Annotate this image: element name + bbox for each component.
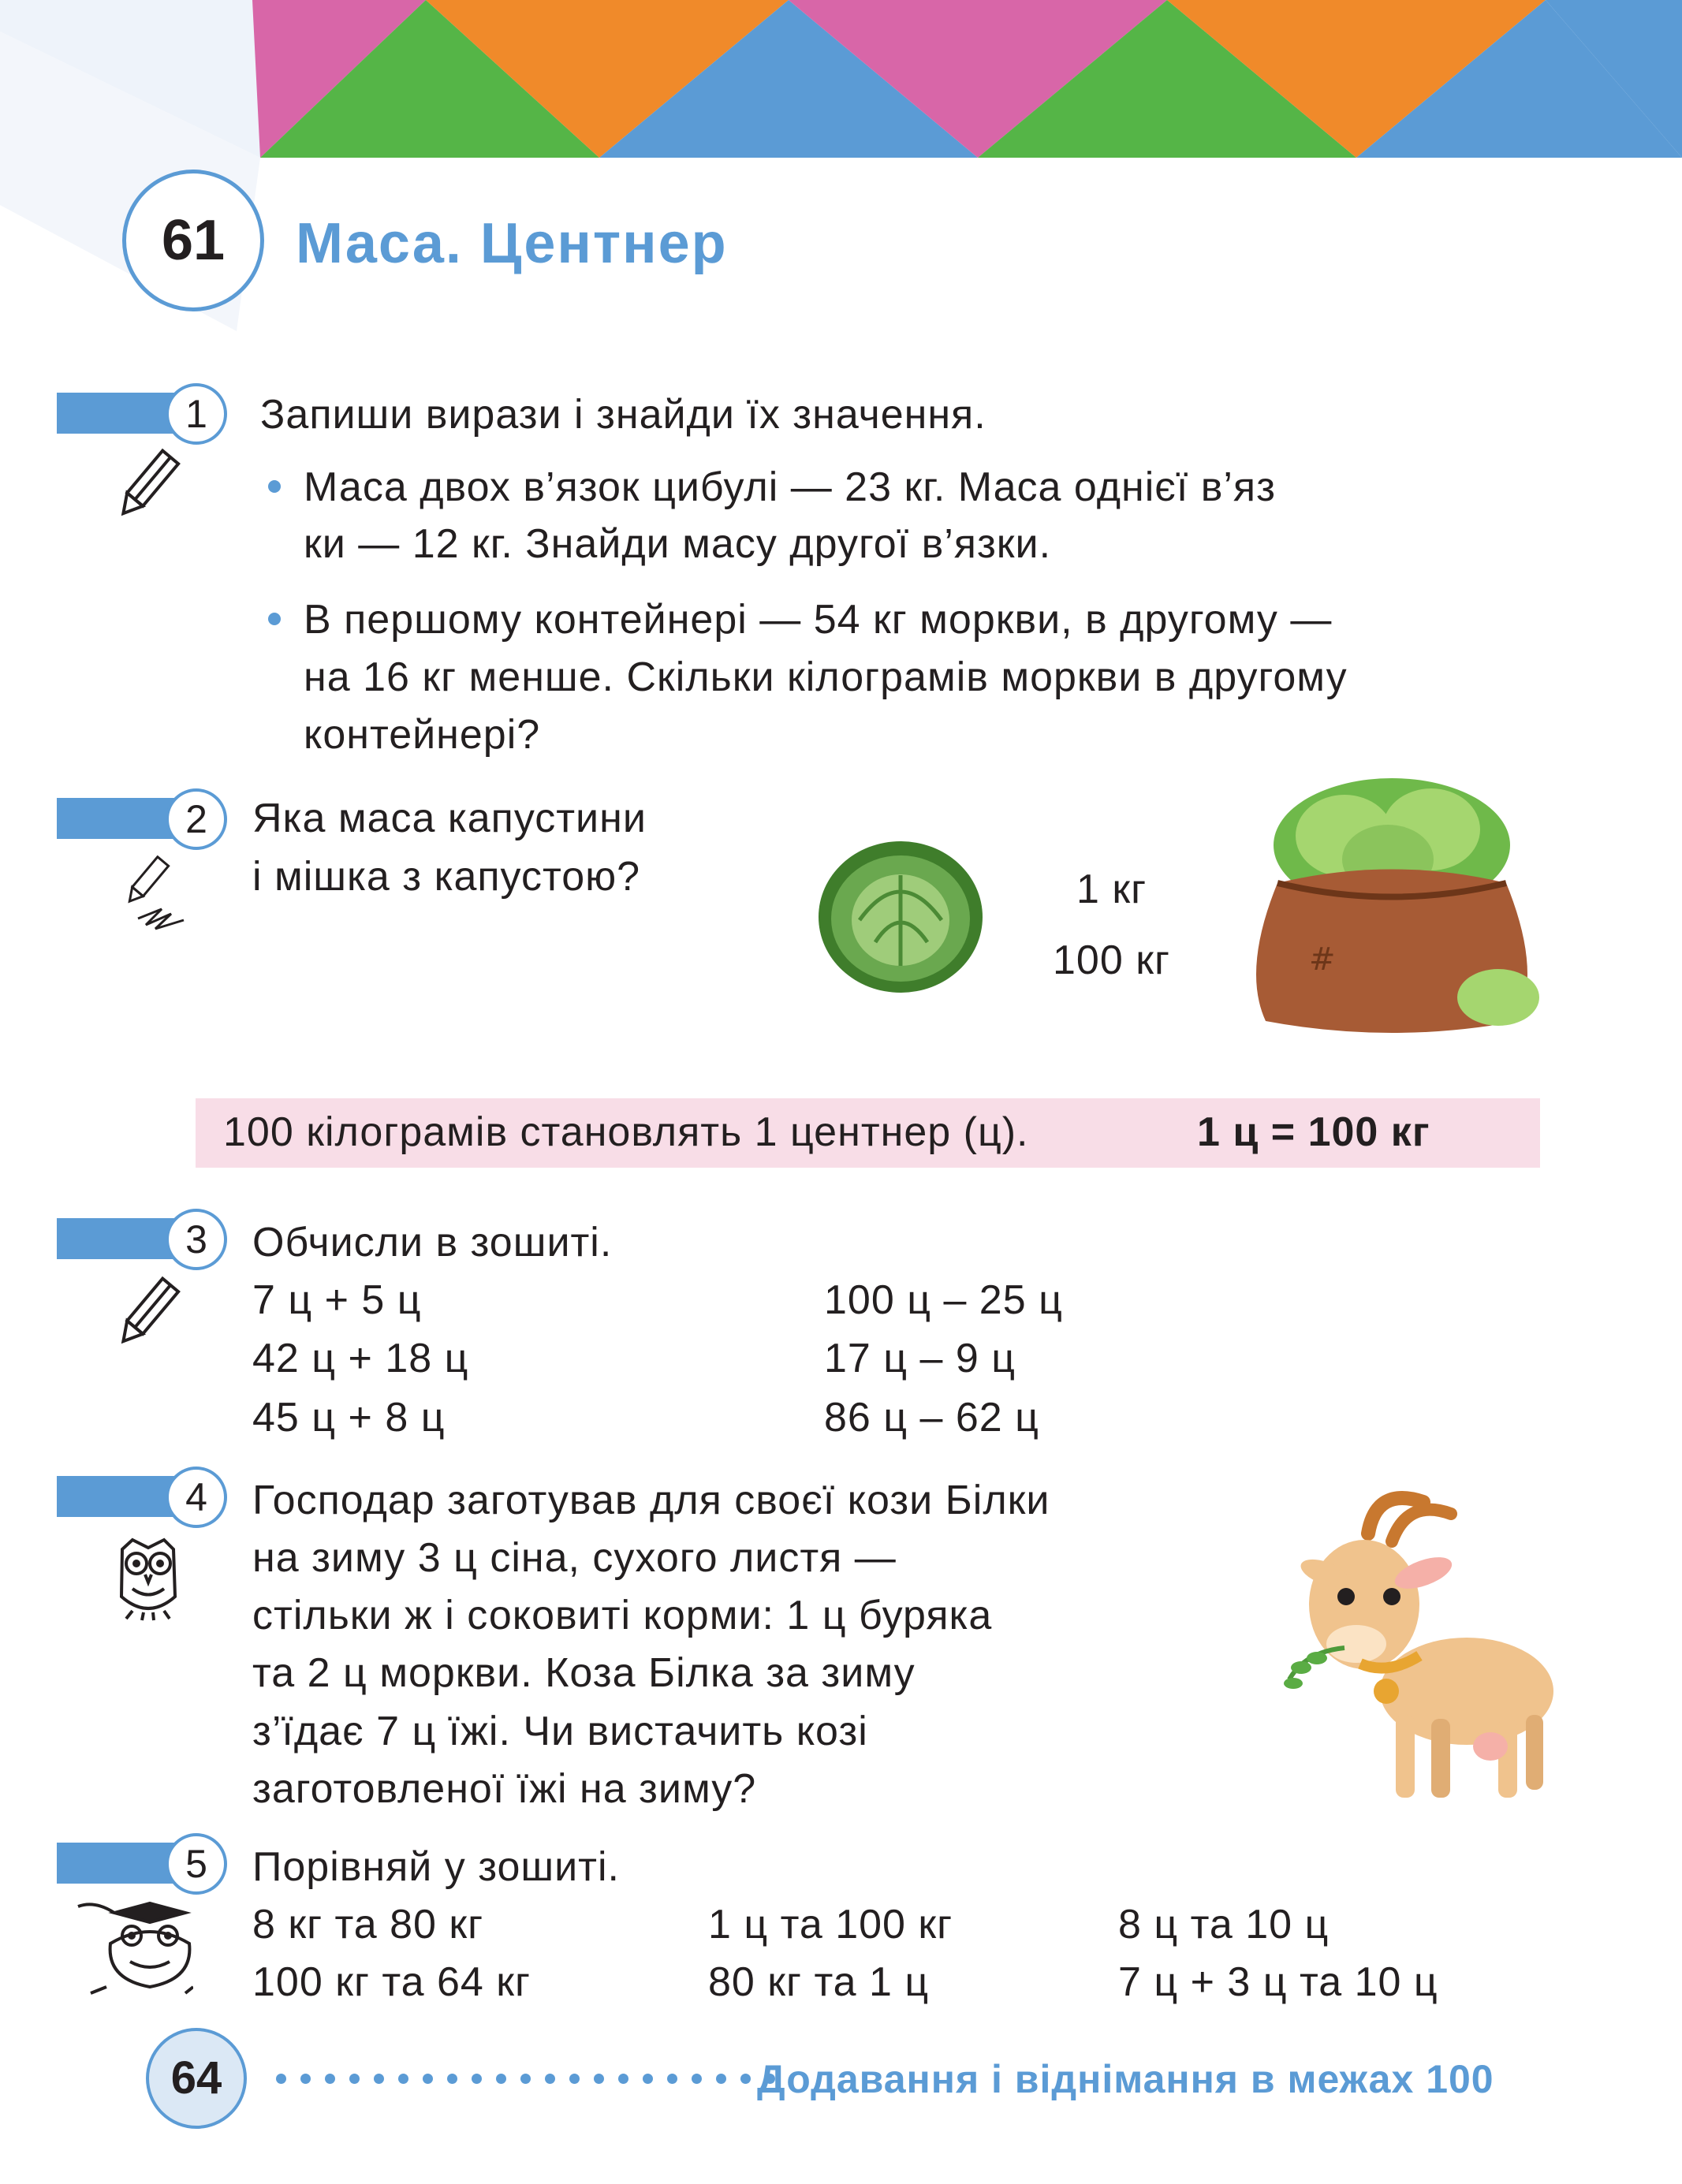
task-4-line: на зиму 3 ц сіна, сухого листя — <box>252 1535 897 1581</box>
lesson-number-badge <box>122 170 264 311</box>
task-2-line-2: і мішка з капустою? <box>252 854 641 900</box>
task-3-number: 3 <box>166 1209 227 1270</box>
task-2-line-1: Яка маса капустини <box>252 796 647 841</box>
task-1-text: Запиши вирази і знайди їх значення. <box>260 392 986 438</box>
dotted-leader <box>276 2074 789 2088</box>
task-5-number: 5 <box>166 1833 227 1895</box>
task-4-number: 4 <box>166 1467 227 1528</box>
comparison: 8 кг та 80 кг <box>252 1902 484 1947</box>
expression: 7 ц + 5 ц <box>252 1277 422 1323</box>
section-title: Додавання і віднімання в межах 100 <box>757 2057 1494 2101</box>
page-title: Маса. Центнер <box>296 212 728 275</box>
expression: 86 ц – 62 ц <box>824 1395 1039 1440</box>
comparison: 1 ц та 100 кг <box>708 1902 953 1947</box>
task-1-bullet-2-line-2: на 16 кг менше. Скільки кілограмів моркви в другому <box>304 654 1348 700</box>
mass-option-2: 100 кг <box>1053 937 1170 983</box>
task-1-bullet-1-line-2: ки — 12 кг. Знайди масу другої в’язки. <box>304 521 1052 567</box>
task-4-line: стільки ж і соковиті корми: 1 ц буряка <box>252 1593 993 1638</box>
rule-text: 100 кілограмів становлять 1 центнер (ц). <box>223 1109 1029 1155</box>
goat-image <box>1274 1486 1557 1817</box>
sack-of-cabbage-image <box>1234 773 1550 1045</box>
pencil-scribble-icon <box>114 855 189 930</box>
comparison: 7 ц + 3 ц та 10 ц <box>1118 1959 1438 2005</box>
frog-graduate-icon <box>75 1900 193 1995</box>
task-1-bullet-1-line-1: Маса двох в’язок цибулі — 23 кг. Маса однієї в’яз <box>304 464 1276 510</box>
expression: 45 ц + 8 ц <box>252 1395 446 1440</box>
rule-formula: 1 ц = 100 кг <box>1197 1109 1430 1155</box>
task-1-bullet-2-line-1: В першому контейнері — 54 кг моркви, в другому — <box>304 597 1333 643</box>
task-4-line: Господар заготував для своєї кози Білки <box>252 1478 1050 1523</box>
comparison: 8 ц та 10 ц <box>1118 1902 1330 1947</box>
task-2-number: 2 <box>166 788 227 850</box>
lesson-number: 61 <box>161 209 226 272</box>
task-5-text: Порівняй у зошиті. <box>252 1844 620 1890</box>
expression: 17 ц – 9 ц <box>824 1336 1016 1381</box>
bullet <box>268 613 281 625</box>
task-1-number: 1 <box>166 383 227 445</box>
pencil-icon <box>109 445 188 524</box>
comparison: 80 кг та 1 ц <box>708 1959 930 2005</box>
expression: 42 ц + 18 ц <box>252 1336 469 1381</box>
owl-icon <box>110 1534 185 1624</box>
cabbage-image <box>812 832 990 997</box>
pencil-icon <box>109 1273 188 1352</box>
mass-option-1: 1 кг <box>1076 867 1147 912</box>
task-4-line: заготовленої їжі на зиму? <box>252 1766 757 1812</box>
bullet <box>268 480 281 493</box>
header-decoration <box>0 0 1682 331</box>
task-4-line: та 2 ц моркви. Коза Білка за зиму <box>252 1650 916 1696</box>
page-number: 64 <box>170 2052 222 2104</box>
expression: 100 ц – 25 ц <box>824 1277 1063 1323</box>
comparison: 100 кг та 64 кг <box>252 1959 531 2005</box>
task-4-line: з’їдає 7 ц їжі. Чи вистачить козі <box>252 1709 868 1754</box>
svg-text:#: # <box>1309 941 1336 978</box>
task-1-bullet-2-line-3: контейнері? <box>304 712 541 758</box>
task-3-text: Обчисли в зошиті. <box>252 1220 613 1265</box>
page-number-badge <box>146 2028 247 2129</box>
